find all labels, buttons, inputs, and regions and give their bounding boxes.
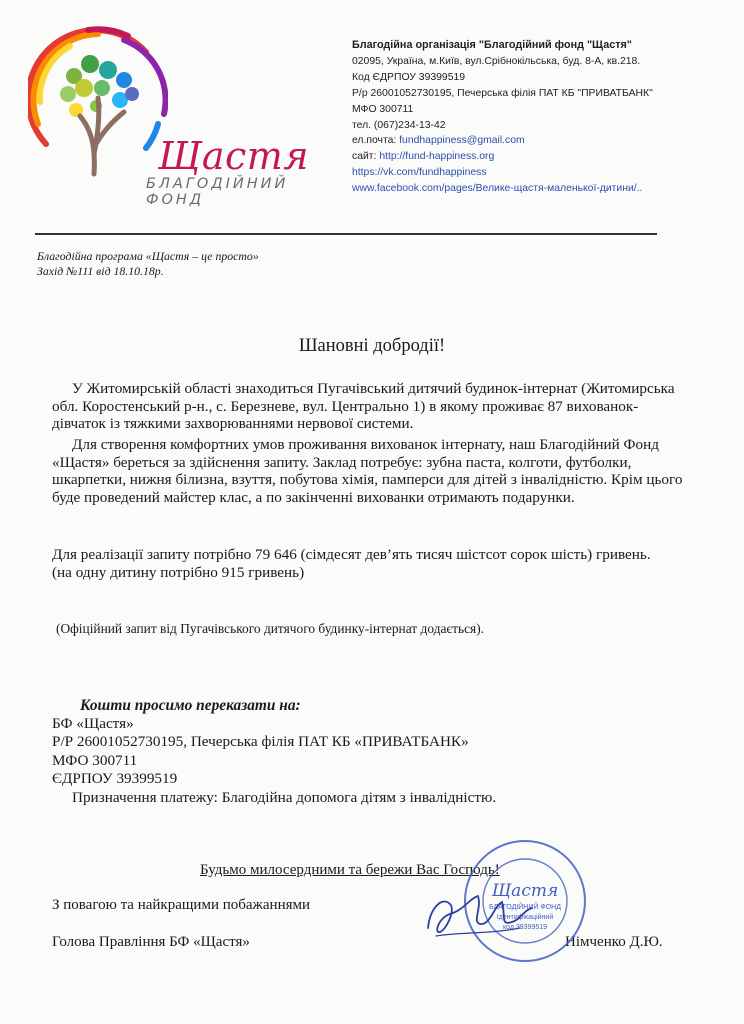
payment-title: Кошти просимо переказати на: xyxy=(80,697,301,714)
facebook-link[interactable]: www.facebook.com/pages/Велике-щастя-маленької-дитини/.. xyxy=(352,183,643,195)
closing-blessing: Будьмо милосердними та бережи Вас Господь! xyxy=(200,862,500,878)
stamp-word: Щастя xyxy=(491,881,559,901)
org-mfo: МФО 300711 xyxy=(352,103,414,115)
org-account: Р/р 26001052730195, Печерська філія ПАТ КБ "ПРИВАТБАНК" xyxy=(352,87,653,99)
paragraph-orphanage xyxy=(52,380,692,433)
signatory-title: Голова Правління БФ «Щастя» xyxy=(52,934,250,950)
official-request-note: (Офіційний запит від Пугачівського дитячого будинку-інтернат додається). xyxy=(56,621,485,636)
program-info xyxy=(37,249,259,279)
signatory-name: Німченко Д.Ю. xyxy=(565,934,663,950)
amount-per-child: (на одну дитину потрібно 915 гривень) xyxy=(52,563,305,581)
vk-link[interactable]: https://vk.com/fundhappiness xyxy=(352,167,487,179)
org-phone: тел. (067)234-13-42 xyxy=(352,119,446,131)
org-site-line xyxy=(352,149,732,165)
org-edrpou: Код ЄДРПОУ 39399519 xyxy=(352,71,466,83)
stamp-line3: код 39399519 xyxy=(502,924,548,931)
logo-wordmark: Щастя xyxy=(158,134,309,178)
stamp-line2: Ідентифікаційний xyxy=(496,914,554,921)
greeting-heading: Шановні добродії! xyxy=(298,336,446,356)
regards-line: З повагою та найкращими побажаннями xyxy=(52,897,311,913)
program-title: Благодійна програма «Щастя – це просто» xyxy=(37,249,259,263)
amount-text: Для реалізації запиту потрібно 79 646 (сімдесят дев’ять тисяч шістсот сорок шість) гривень. xyxy=(52,546,651,563)
fund-logo xyxy=(28,24,318,208)
payment-details xyxy=(52,715,496,807)
header-divider xyxy=(35,233,657,235)
org-name: Благодійна організація "Благодійний фонд "Щастя" xyxy=(352,39,632,51)
org-email-line xyxy=(352,133,732,149)
payment-purpose: Призначення платежу: Благодійна допомога дітям з інвалідністю. xyxy=(72,788,497,806)
paragraph-request-text: Для створення комфортних умов проживання вихованок інтернату, наш Благодійний Фонд «Щастя» береться за здійснення запиту. Заклад потребує: зубна паста, колготи, футболки, шкарпетки, нижня білизна, взуття, побутова хімія, памперси для дітей з інвалідністю. Крім цього буде проведений майстер клас, а по закінченні вихованки отримають подарунки. xyxy=(52,436,683,506)
paragraph-amount xyxy=(52,546,692,581)
handwritten-signature xyxy=(420,888,540,948)
letterhead-contacts xyxy=(352,38,732,197)
email-link[interactable]: fundhappiness@gmail.com xyxy=(399,135,525,147)
payment-mfo: МФО 300711 xyxy=(52,751,138,769)
payment-edrpou: ЄДРПОУ 39399519 xyxy=(52,770,178,788)
payment-recipient: БФ «Щастя» xyxy=(52,715,134,732)
stamp-line1: БЛАГОДІЙНИЙ ФОНД xyxy=(489,904,561,911)
org-address: 02095, Україна, м.Київ, вул.Срібнокільська, буд. 8-А, кв.218. xyxy=(352,55,641,67)
paragraph-orphanage-text: У Житомирській області знаходиться Пугачівський дитячий будинок-інтернат (Житомирська обл. Коростенський р-н., с. Березневе, вул. Центрально 1) в якому проживає 87 вихованок-дівчаток із тяжкими захворюваннями нервової системи. xyxy=(52,380,675,432)
paragraph-request xyxy=(52,436,692,506)
email-label: ел.почта: xyxy=(352,135,400,147)
payment-account: Р/Р 26001052730195, Печерська філія ПАТ КБ «ПРИВАТБАНК» xyxy=(52,733,469,751)
logo-tree-icon xyxy=(28,24,168,184)
site-label: сайт: xyxy=(352,151,380,163)
event-number: Захід №111 від 18.10.18р. xyxy=(37,264,164,278)
logo-subtitle: БЛАГОДІЙНИЙ ФОНД xyxy=(146,176,289,208)
site-link[interactable]: http://fund-happiness.org xyxy=(379,151,495,163)
